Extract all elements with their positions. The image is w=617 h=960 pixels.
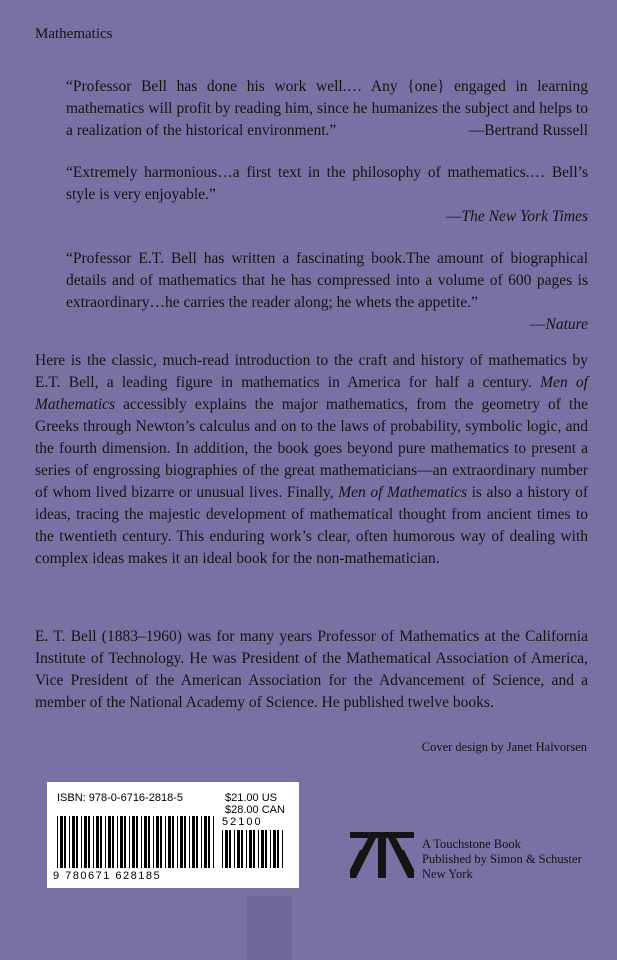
barcode-bar bbox=[201, 816, 202, 868]
barcode-bar bbox=[144, 816, 147, 868]
barcode-bar bbox=[156, 816, 159, 868]
barcode-bar bbox=[282, 830, 283, 868]
barcode-bar bbox=[237, 830, 240, 868]
barcode-bar bbox=[96, 816, 99, 868]
barcode-bar bbox=[108, 816, 111, 868]
barcode-bar bbox=[189, 816, 190, 868]
barcode-bar bbox=[105, 816, 106, 868]
barcode-bar bbox=[81, 816, 82, 868]
barcode-bar bbox=[76, 816, 78, 868]
barcode-bar bbox=[261, 830, 264, 868]
price-us: $21.00 US bbox=[225, 792, 277, 804]
barcode-bar bbox=[124, 816, 126, 868]
quote-attribution: —Bertrand Russell bbox=[468, 122, 588, 139]
barcode-bar bbox=[64, 816, 66, 868]
barcode-bar bbox=[84, 816, 87, 868]
barcode-bar bbox=[93, 816, 94, 868]
barcode-bars-icon bbox=[57, 816, 217, 870]
barcode-bar bbox=[153, 816, 154, 868]
book-description: Here is the classic, much-read introduction to the craft and history of mathematics by E.T. Bell, a leading figure in mathematics in America for half a century. Men of Mathematics accessibly explains the major mathematics, from the geometry of the Greeks through Newton’s calculus and on to the laws of probability, symbolic logic, and the fourth dimension. In addition, the book goes beyond pure mathematics to present a series of engrossing biographies of the great mathematicians—an extraordinary number of whom lived bizarre or unusual lives. Finally, Men of Mathematics is also a history of ideas, tracing the majestic development of mathematical thought from ancient times to the twentieth century. This enduring work’s clear, often humorous way of dealing with complex ideas makes it an ideal book for the non-mathematician. bbox=[35, 352, 588, 567]
quote-text: “Professor E.T. Bell has written a fascinating book.The amount of biographical details and of mathematics that he has compressed into a volume of 600 pages is extraordinary…he carries the reader along; he whets the appetite.” bbox=[66, 250, 588, 311]
barcode-bar bbox=[177, 816, 178, 868]
barcode-digits: 9 780671 628185 bbox=[53, 870, 162, 882]
isbn-text: ISBN: 978-0-6716-2818-5 bbox=[57, 792, 183, 804]
barcode-bar bbox=[180, 816, 183, 868]
touchstone-logo-icon bbox=[350, 832, 414, 878]
publisher-line-1: A Touchstone Book bbox=[422, 837, 521, 851]
quote-attribution: —The New York Times bbox=[446, 208, 588, 225]
publisher-line-3: New York bbox=[422, 867, 473, 881]
barcode-bar bbox=[160, 816, 162, 868]
barcode-bar bbox=[249, 830, 252, 868]
barcode-bar bbox=[213, 816, 214, 868]
barcode-bar bbox=[204, 816, 207, 868]
barcode-bar bbox=[117, 816, 118, 868]
barcode-bar bbox=[184, 816, 186, 868]
quote-text: “Extremely harmonious…a first text in the philosophy of mathematics.… Bell’s style is very enjoyable.” bbox=[66, 164, 588, 203]
barcode-bar bbox=[57, 816, 58, 868]
barcode-bar bbox=[241, 830, 243, 868]
barcode-bar bbox=[270, 830, 271, 868]
barcode-bar bbox=[246, 830, 247, 868]
review-quote-nature bbox=[66, 248, 588, 336]
barcode-bar bbox=[273, 830, 276, 868]
isbn-barcode bbox=[47, 782, 299, 888]
barcode-bar bbox=[136, 816, 138, 868]
barcode-bar bbox=[229, 830, 231, 868]
quote-attribution: —Nature bbox=[530, 316, 588, 333]
barcode-bar bbox=[148, 816, 150, 868]
barcode-bar bbox=[192, 816, 195, 868]
barcode-bar bbox=[253, 830, 255, 868]
decorative-strip bbox=[247, 896, 292, 960]
publisher-info bbox=[422, 837, 582, 882]
review-quote-russell bbox=[66, 76, 588, 142]
barcode-bar bbox=[72, 816, 75, 868]
barcode-bar bbox=[208, 816, 210, 868]
barcode-bar bbox=[60, 816, 63, 868]
barcode-bar bbox=[196, 816, 198, 868]
barcode-bar bbox=[265, 830, 267, 868]
barcode-bar bbox=[225, 830, 228, 868]
barcode-bar bbox=[88, 816, 90, 868]
barcode-bar bbox=[100, 816, 102, 868]
barcode-bar bbox=[112, 816, 114, 868]
barcode-bar bbox=[129, 816, 130, 868]
author-bio: E. T. Bell (1883–1960) was for many years Professor of Mathematics at the California Institute of Technology. He was President of the Mathematical Association of America, Vice President of the American Association for the Advancement of Science, and a member of the National Academy of Science. He published twelve books. bbox=[35, 628, 588, 711]
barcode-bar bbox=[234, 830, 235, 868]
barcode-bar bbox=[258, 830, 259, 868]
publisher-line-2: Published by Simon & Schuster bbox=[422, 852, 582, 866]
cover-design-credit: Cover design by Janet Halvorsen bbox=[421, 740, 587, 754]
category-label: Mathematics bbox=[35, 26, 113, 42]
barcode-bar bbox=[120, 816, 123, 868]
barcode-bar bbox=[69, 816, 70, 868]
barcode-bar bbox=[165, 816, 166, 868]
barcode-bar bbox=[132, 816, 135, 868]
quote-text: “Professor Bell has done his work well.… Any {one} engaged in learning mathematics will profit by reading him, since he humanizes the subject and helps to a realization of the historical environment.” bbox=[66, 78, 588, 139]
barcode-bar bbox=[141, 816, 142, 868]
barcode-bar bbox=[172, 816, 174, 868]
addon-bars-icon bbox=[222, 830, 288, 870]
barcode-bar bbox=[168, 816, 171, 868]
barcode-bar bbox=[277, 830, 279, 868]
review-quote-nyt bbox=[66, 162, 588, 228]
review-quotes bbox=[66, 76, 588, 356]
price-can: $28.00 CAN bbox=[225, 804, 285, 816]
barcode-addon-number: 52100 bbox=[222, 816, 263, 828]
barcode-bar bbox=[222, 830, 223, 868]
